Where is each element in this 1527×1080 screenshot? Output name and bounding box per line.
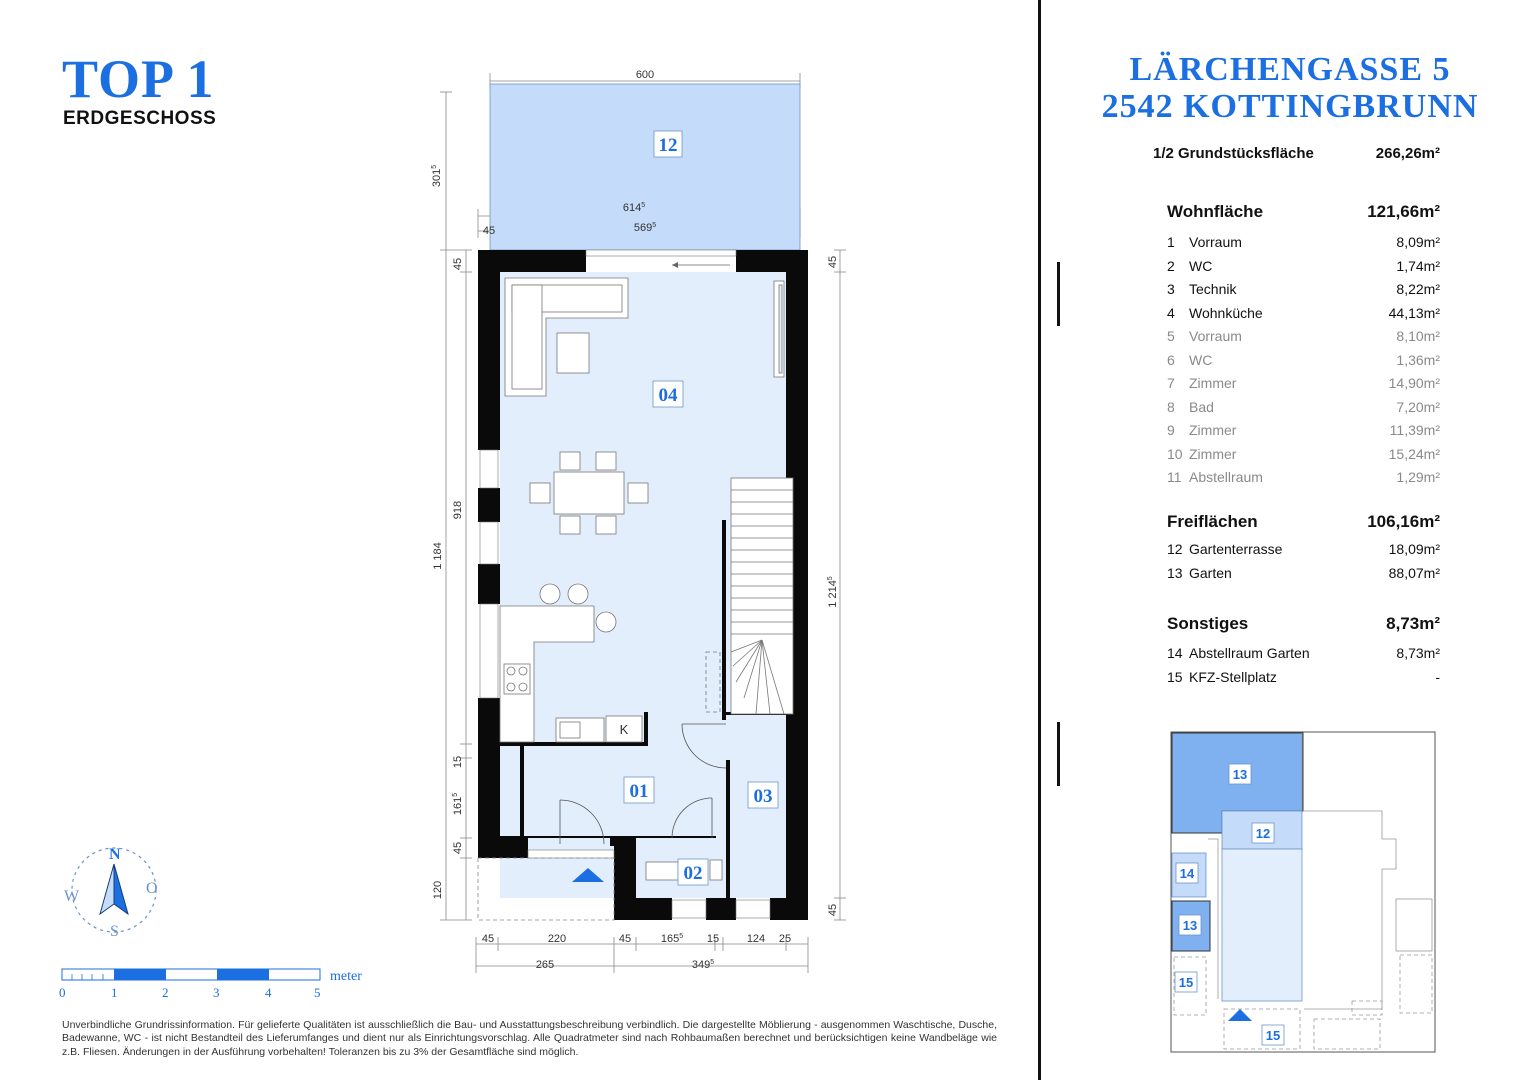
- divider-mark-top: [1057, 262, 1060, 326]
- area-row: [1167, 446, 1440, 462]
- plot-area-label: 1/2 Grundstücksfläche: [1153, 145, 1314, 162]
- area-row-label: Zimmer: [1189, 375, 1237, 391]
- dim-614-sup: 5: [641, 202, 646, 209]
- dim-349-sup: 5: [710, 959, 715, 966]
- area-row-label: Wohnküche: [1189, 304, 1263, 321]
- site-label-13-b: 13: [1182, 918, 1198, 933]
- area-row-value: 1,74m²: [1396, 257, 1440, 274]
- area-row: [1167, 281, 1440, 297]
- dim-right-45-top: 45: [827, 255, 839, 269]
- dim-left-15: 15: [452, 755, 464, 769]
- room-label-12: 12: [658, 135, 678, 156]
- svg-text:1 2145: [827, 576, 839, 608]
- scale-tick-4: 4: [265, 985, 272, 1000]
- area-row-number: 13: [1167, 564, 1183, 581]
- area-row-name: [1167, 305, 1263, 321]
- dim-165-sup: 5: [679, 933, 684, 940]
- area-row-name: [1167, 541, 1282, 557]
- area-row-label: Technik: [1189, 281, 1237, 297]
- dim-45-top: 45: [482, 225, 496, 237]
- area-row-name: [1167, 234, 1242, 250]
- area-row-value: 18,09m²: [1388, 541, 1440, 557]
- area-row-value: 15,24m²: [1388, 445, 1440, 462]
- dim-161: 161: [452, 796, 464, 816]
- area-row-number: 11: [1167, 469, 1182, 485]
- area-row-name: [1167, 669, 1277, 685]
- area-row-label: Vorraum: [1189, 328, 1242, 344]
- area-row-value: 1,36m²: [1396, 351, 1440, 368]
- area-row: [1167, 669, 1440, 685]
- section-sonstiges: [1167, 614, 1440, 634]
- site-label-12: 12: [1255, 826, 1271, 841]
- area-row-label: Bad: [1189, 398, 1214, 415]
- area-row-label: Zimmer: [1189, 445, 1237, 462]
- dim-124: 124: [746, 933, 766, 945]
- site-plan: [1168, 729, 1440, 1057]
- area-row: [1167, 541, 1440, 557]
- area-row-number: 12: [1167, 541, 1183, 557]
- area-row-label: Abstellraum Garten: [1189, 645, 1310, 661]
- dim-bottom-45b: 45: [618, 933, 632, 945]
- scale-bar: [60, 967, 322, 985]
- area-row: [1167, 565, 1440, 581]
- room-label-01: 01: [629, 781, 649, 802]
- kitchen-mark: K: [619, 722, 629, 737]
- scale-tick-2: 2: [162, 985, 169, 1000]
- area-row-name: [1167, 645, 1310, 661]
- area-row: [1167, 375, 1440, 391]
- area-row-name: [1167, 422, 1236, 438]
- svg-text:1615: [452, 793, 464, 815]
- area-row-number: 8: [1167, 398, 1175, 415]
- dim-301: 301: [431, 168, 443, 188]
- area-row-value: 44,13m²: [1388, 304, 1440, 321]
- site-label-15-a: 15: [1178, 975, 1194, 990]
- svg-text:1655: [661, 933, 683, 945]
- area-row-number: 3: [1167, 281, 1175, 297]
- disclaimer-text: Unverbindliche Grundrissinformation. Für gelieferte Qualitäten ist ausschließlich die Bau- und Ausstattungsbeschreibung verbindlich. Die dargestellte Möblierung - ausgenommen Waschtische, Dusche, Badewanne, WC - ist nicht Bestandteil des Lieferumfanges und dient nur als Einrichtungsvorschlag. Alle Quadratmeter sind nach Rohbaumaßen berechnet und berücksichtigen keine Wandbeläge wie z.B. Fliesen. Änderungen in der Ausführung vorbehalten! Toleranzen bis zu 3% der Gesamtfläche sind möglich.: [62, 1019, 997, 1058]
- area-row: [1167, 352, 1440, 368]
- compass-w: W: [64, 888, 80, 905]
- section-total: 106,16m²: [1367, 512, 1440, 531]
- site-label-13-a: 13: [1232, 767, 1248, 782]
- area-row-name: [1167, 258, 1212, 274]
- section-wohnflaeche: [1167, 202, 1440, 222]
- dim-265: 265: [535, 959, 555, 971]
- section-freiflaechen: [1167, 512, 1440, 532]
- dim-right-45-bot: 45: [827, 903, 839, 917]
- area-row-label: WC: [1189, 257, 1213, 274]
- svg-text:3495: [692, 959, 714, 971]
- area-row-label: Garten: [1189, 564, 1232, 581]
- compass-s: S: [110, 923, 119, 940]
- scale-tick-5: 5: [314, 985, 321, 1000]
- section-label: Freiflächen: [1167, 512, 1258, 531]
- area-row-label: Vorraum: [1189, 234, 1242, 250]
- area-row-name: [1167, 281, 1236, 297]
- dim-614: 614: [622, 202, 642, 214]
- area-row-value: 8,10m²: [1396, 328, 1440, 344]
- area-row-value: 7,20m²: [1396, 398, 1440, 415]
- floor-label: ERDGESCHOSS: [63, 108, 217, 129]
- area-row-number: 6: [1167, 351, 1175, 368]
- area-row-label: KFZ-Stellplatz: [1189, 668, 1277, 685]
- unit-title: TOP 1: [62, 49, 215, 109]
- area-row-number: 2: [1167, 257, 1175, 274]
- area-row-value: 8,22m²: [1396, 281, 1440, 297]
- area-row-number: 5: [1167, 328, 1175, 344]
- address-city: 2542 KOTTINGBRUNN: [1101, 88, 1479, 125]
- area-row-number: 15: [1167, 668, 1183, 685]
- area-row-label: WC: [1189, 351, 1213, 368]
- area-row-number: 4: [1167, 304, 1175, 321]
- area-row-name: [1167, 352, 1212, 368]
- scale-unit: meter: [330, 969, 362, 984]
- area-row-name: [1167, 469, 1263, 485]
- area-row: [1167, 399, 1440, 415]
- svg-text:3015: [431, 165, 443, 187]
- area-row-name: [1167, 565, 1232, 581]
- area-row-value: -: [1435, 668, 1440, 685]
- area-row-value: 88,07m²: [1388, 564, 1440, 581]
- compass-icon: [58, 840, 170, 942]
- area-row-name: [1167, 328, 1242, 344]
- area-row-label: Gartenterrasse: [1189, 541, 1283, 557]
- plot-area-value: 266,26m²: [1375, 145, 1440, 162]
- scale-tick-3: 3: [213, 985, 220, 1000]
- scale-tick-1: 1: [111, 985, 118, 1000]
- area-row-name: [1167, 399, 1214, 415]
- dim-301-sup: 5: [431, 164, 438, 169]
- area-row: [1167, 234, 1440, 250]
- area-row-number: 9: [1167, 422, 1175, 438]
- area-row-number: 14: [1167, 645, 1183, 661]
- area-row-number: 7: [1167, 375, 1175, 391]
- area-row-value: 11,39m²: [1389, 422, 1440, 438]
- area-row-value: 1,29m²: [1396, 469, 1440, 485]
- section-total: 121,66m²: [1367, 202, 1440, 221]
- compass-o: O: [146, 880, 158, 897]
- area-row-value: 8,73m²: [1396, 645, 1440, 661]
- room-label-02: 02: [683, 863, 703, 884]
- area-row-name: [1167, 446, 1236, 462]
- dim-600: 600: [635, 69, 655, 81]
- area-row: [1167, 469, 1440, 485]
- area-row-label: Zimmer: [1189, 422, 1237, 438]
- area-row: [1167, 422, 1440, 438]
- section-label: Wohnfläche: [1167, 202, 1264, 221]
- area-row: [1167, 305, 1440, 321]
- dim-161-sup: 5: [452, 792, 459, 797]
- dim-220: 220: [547, 933, 567, 945]
- area-row: [1167, 645, 1440, 661]
- scale-tick-0: 0: [59, 985, 66, 1000]
- plot-area-row: [1153, 145, 1440, 162]
- compass-n: N: [109, 846, 121, 863]
- section-total: 8,73m²: [1386, 614, 1440, 633]
- dim-918: 918: [452, 500, 464, 520]
- dim-bottom-45a: 45: [481, 933, 495, 945]
- address-street: LÄRCHENGASSE 5: [1129, 51, 1451, 88]
- dim-bottom-15: 15: [706, 933, 720, 945]
- site-label-14: 14: [1179, 866, 1195, 881]
- dim-1184: 1 184: [432, 542, 444, 570]
- area-row-name: [1167, 375, 1236, 391]
- area-row-label: Abstellraum: [1189, 469, 1263, 485]
- dim-349: 349: [691, 959, 711, 971]
- room-label-04: 04: [658, 385, 678, 406]
- page-divider: [1038, 0, 1041, 1080]
- dim-569-sup: 5: [652, 222, 657, 229]
- dim-165: 165: [660, 933, 680, 945]
- dim-1214: 1 214: [827, 580, 839, 608]
- area-row-value: 8,09m²: [1396, 234, 1440, 250]
- dim-569: 569: [633, 222, 653, 234]
- area-row-number: 1: [1167, 234, 1175, 250]
- dim-left-45-top: 45: [452, 257, 464, 271]
- dim-1214-sup: 5: [827, 576, 834, 581]
- section-label: Sonstiges: [1167, 614, 1249, 633]
- area-row-number: 10: [1167, 445, 1183, 462]
- dim-left-45-bot: 45: [452, 841, 464, 855]
- room-label-03: 03: [753, 786, 773, 807]
- area-row-value: 14,90m²: [1388, 375, 1440, 391]
- dim-120: 120: [432, 880, 444, 900]
- area-row: [1167, 258, 1440, 274]
- divider-mark-bottom: [1057, 722, 1060, 786]
- dim-25: 25: [778, 933, 792, 945]
- area-row: [1167, 328, 1440, 344]
- site-label-15-b: 15: [1265, 1028, 1281, 1043]
